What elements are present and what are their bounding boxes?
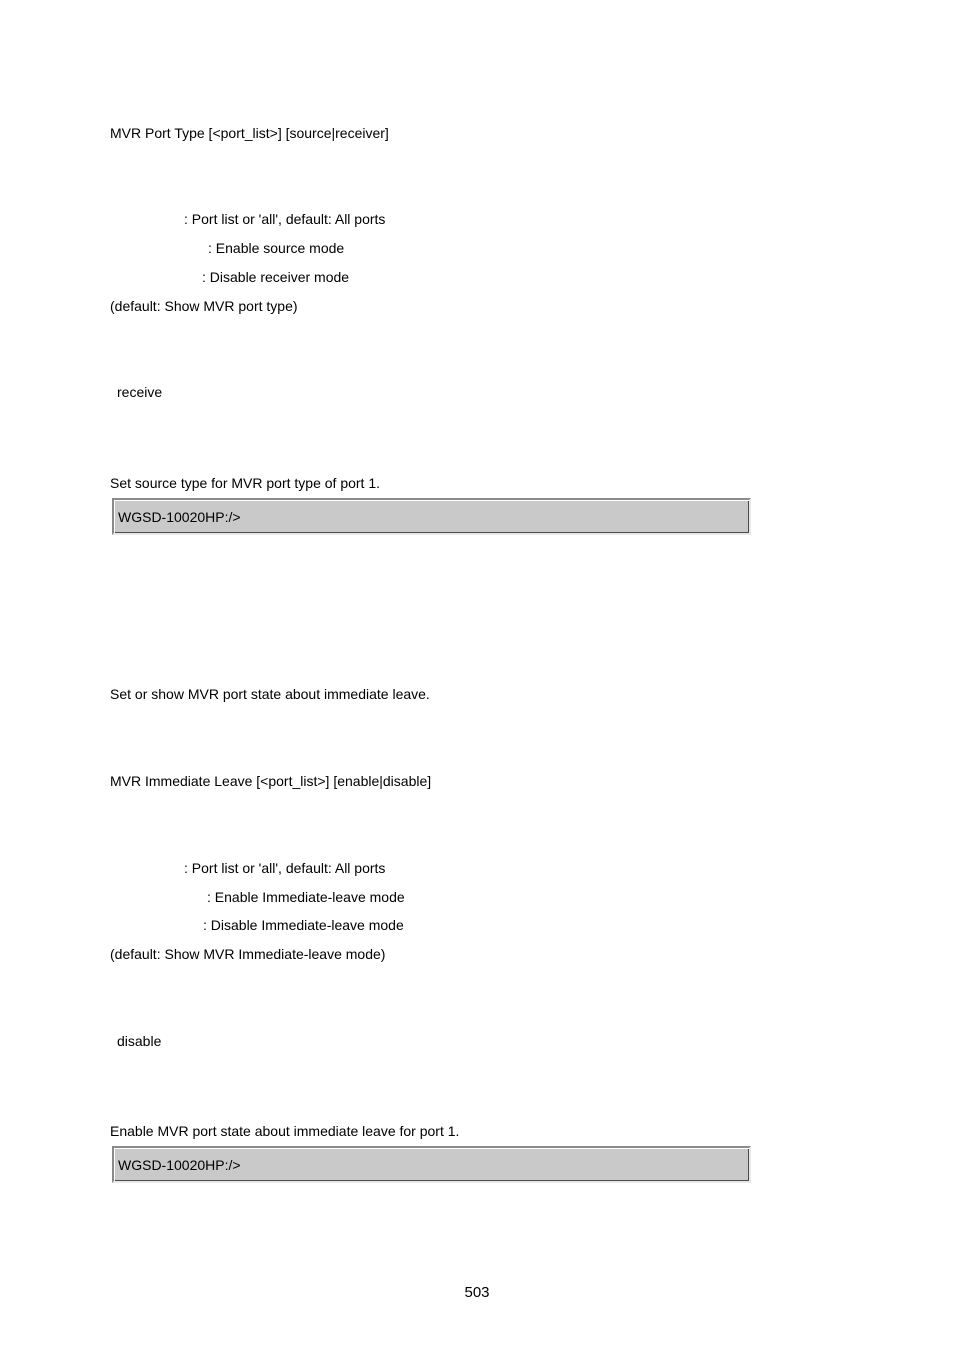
immediate-leave-syntax: MVR Immediate Leave [<port_list>] [enable|disable]: [110, 773, 432, 789]
console-prompt: WGSD-10020HP:/>: [118, 1157, 241, 1173]
console-prompt: WGSD-10020HP:/>: [118, 509, 241, 525]
default-value: receive: [117, 384, 163, 400]
param-port-list-desc: : Port list or 'all', default: All ports: [184, 860, 386, 876]
param-enable-desc: : Enable Immediate-leave mode: [207, 889, 405, 905]
page-number: 503: [464, 1284, 490, 1301]
console-box: [112, 1146, 751, 1183]
default-note: (default: Show MVR Immediate-leave mode): [110, 946, 386, 962]
default-note: (default: Show MVR port type): [110, 298, 298, 314]
param-source-desc: : Enable source mode: [208, 240, 345, 256]
immediate-leave-description: Set or show MVR port state about immediate leave.: [110, 686, 430, 702]
default-value: disable: [117, 1033, 162, 1049]
mvr-port-type-syntax: MVR Port Type [<port_list>] [source|receiver]: [110, 125, 389, 141]
example-description: Enable MVR port state about immediate leave for port 1.: [110, 1123, 460, 1139]
console-box: [112, 498, 751, 535]
example-description: Set source type for MVR port type of port 1.: [110, 475, 381, 491]
param-receiver-desc: : Disable receiver mode: [202, 269, 350, 285]
param-disable-desc: : Disable Immediate-leave mode: [203, 917, 404, 933]
param-port-list-desc: : Port list or 'all', default: All ports: [184, 211, 386, 227]
